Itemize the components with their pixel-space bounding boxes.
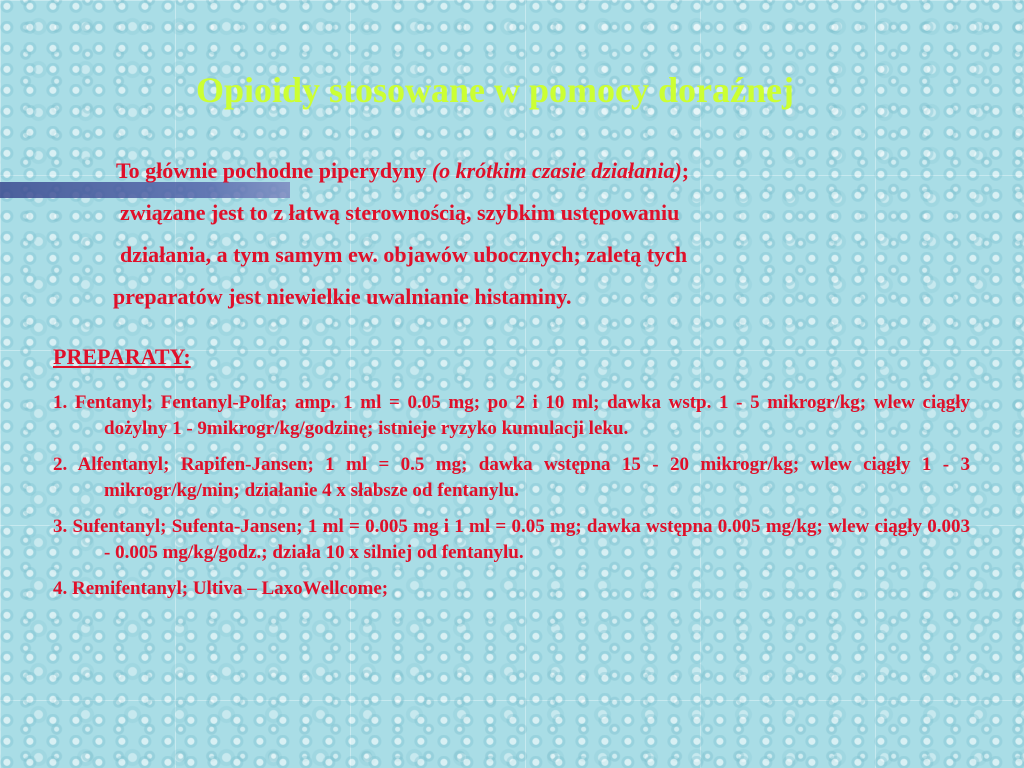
preparation-item-remifentanyl: 4. Remifentanyl; Ultiva – LaxoWellcome; — [53, 578, 389, 599]
slide-title: Opioidy stosowane w pomocy doraźnej — [195, 70, 794, 110]
intro-paragraph — [111, 150, 891, 318]
preparation-item-alfentanyl: 2. Alfentanyl; Rapifen-Jansen; 1 ml = 0.5 mg; dawka wstępna 15 - 20 mikrogr/kg; wlew ciągły 1 - 3 mikrogr/kg/min; działanie 4 x słabsze od fentanylu. — [53, 454, 970, 501]
intro-line-1-italic: (o krótkim czasie działania) — [431, 158, 682, 183]
preparations-heading: PREPARATY: — [53, 344, 191, 369]
preparations-list — [53, 390, 970, 612]
intro-line-1-text: To głównie pochodne piperydyny — [116, 158, 432, 183]
intro-line-1 — [111, 150, 891, 192]
preparation-item-sufentanyl: 3. Sufentanyl; Sufenta-Jansen; 1 ml = 0.005 mg i 1 ml = 0.05 mg; dawka wstępna 0.005 mg/kg; wlew ciągły 0.003 - 0.005 mg/kg/godz.; działa 10 x silniej od fentanylu. — [53, 516, 970, 563]
intro-line-3: działania, a tym samym ew. objawów ubocznych; zaletą tych — [120, 242, 688, 267]
intro-line-4: preparatów jest niewielkie uwalnianie histaminy. — [113, 284, 572, 309]
intro-line-2: związane jest to z łatwą sterownością, szybkim ustępowaniu — [120, 200, 680, 225]
intro-line-1-end: ; — [681, 158, 690, 183]
preparation-item-fentanyl: 1. Fentanyl; Fentanyl-Polfa; amp. 1 ml = 0.05 mg; po 2 i 10 ml; dawka wstp. 1 - 5 mikrogr/kg; wlew ciągły dożylny 1 - 9mikrogr/kg/godzinę; istnieje ryzyko kumulacji leku. — [53, 392, 970, 439]
